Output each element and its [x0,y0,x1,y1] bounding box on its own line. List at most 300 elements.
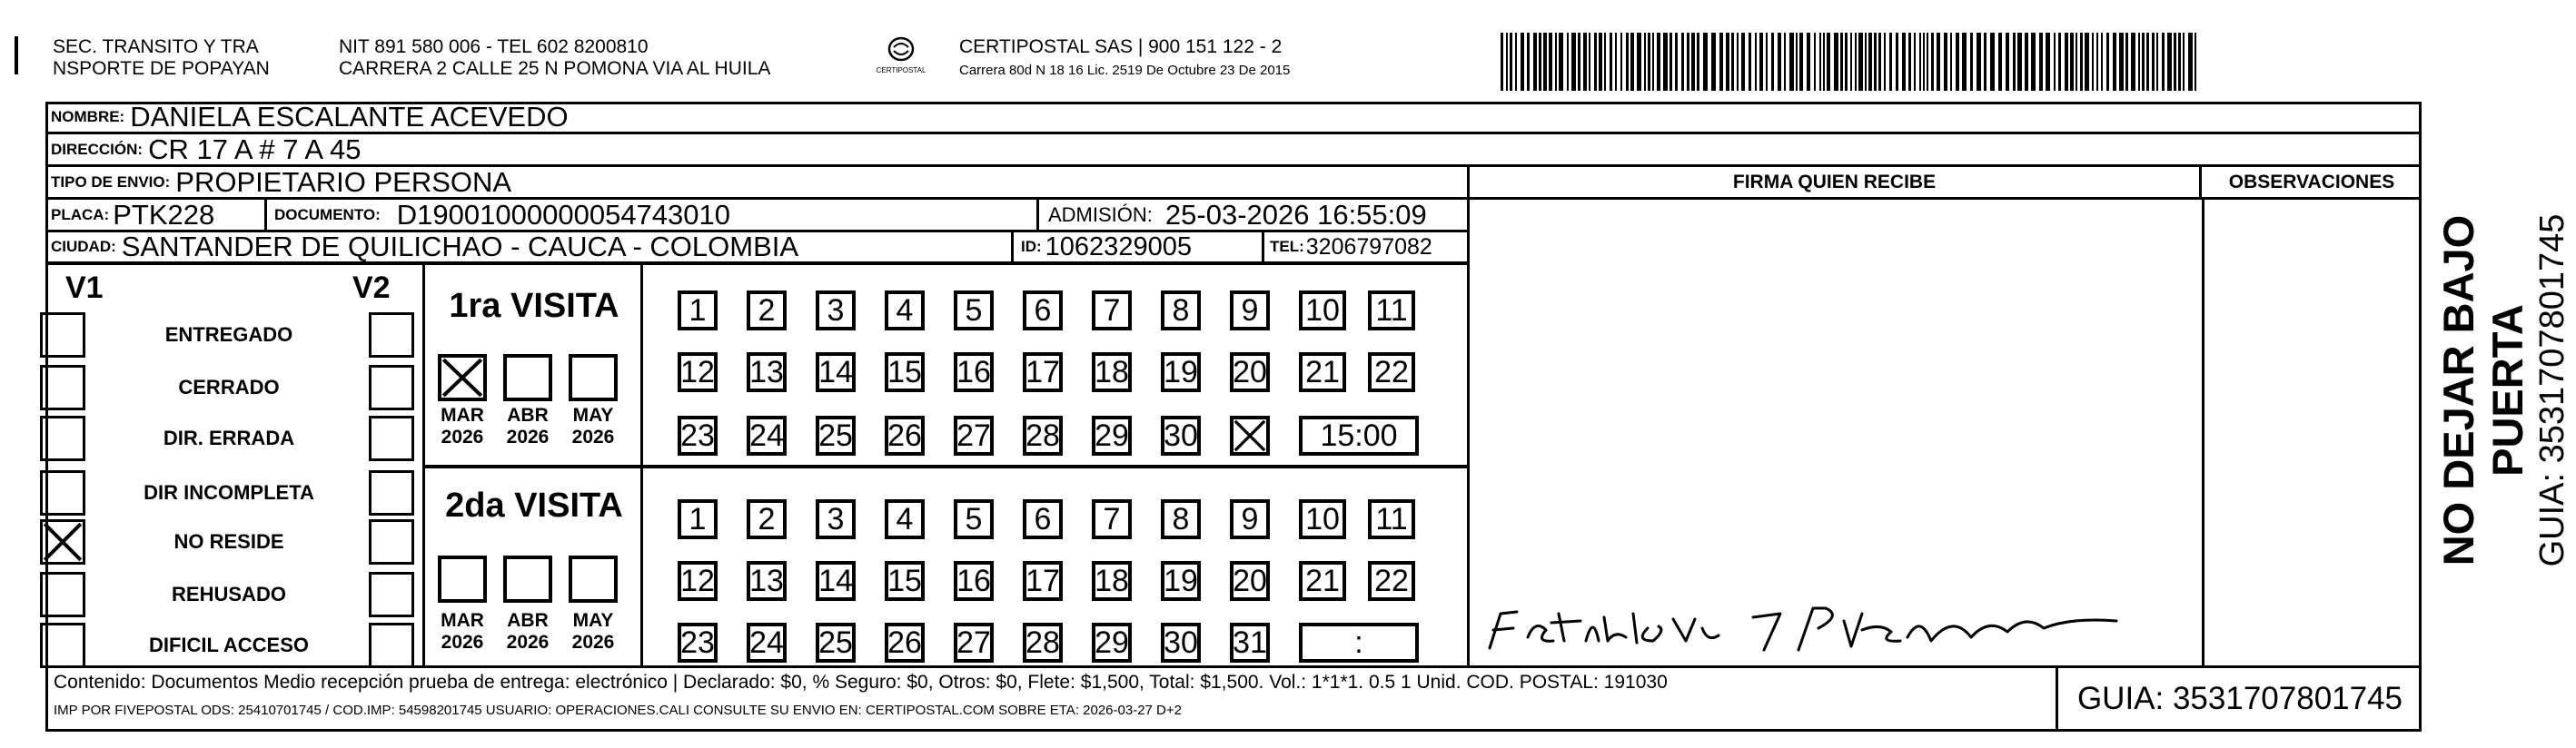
barcode [1501,33,2198,91]
barcode-bar [1799,33,1803,91]
barcode-bar [2013,33,2016,91]
barcode-bar [1927,33,1928,91]
month-year: 2026 [571,427,615,448]
month-label [427,610,498,654]
footer [45,668,2422,732]
day-box[interactable] [747,561,787,601]
barcode-bar [1737,33,1739,91]
day-box[interactable] [1023,499,1063,539]
day-number: 17 [1025,564,1060,598]
day-box[interactable] [1092,416,1132,456]
barcode-bar [1855,33,1857,91]
day-box[interactable] [678,561,718,601]
barcode-bar [2106,33,2109,91]
day-box[interactable] [678,416,718,456]
day-number: 23 [680,418,715,453]
day-number: 6 [1034,502,1052,536]
barcode-bar [1703,33,1708,91]
sender-org-line2: NSPORTE DE POPAYAN [53,58,270,79]
barcode-bar [1796,33,1798,91]
barcode-bar [1691,33,1695,91]
day-box[interactable] [954,352,994,392]
month-label [427,405,498,448]
first-visit-title: 1ra VISITA [449,287,619,325]
day-number: 3 [827,293,845,328]
sender-contact [339,36,770,80]
day-number: 14 [818,564,853,598]
v1-checkbox[interactable] [40,623,85,668]
barcode-bar [2152,33,2155,91]
month-checkbox[interactable] [569,354,618,401]
month-label [558,405,629,448]
day-box[interactable] [885,561,925,601]
day-box[interactable] [1092,499,1132,539]
day-box[interactable] [885,352,925,392]
status-reason-label: DIFICIL ACCESO [148,634,309,656]
status-reason-label: REHUSADO [172,583,286,605]
side-notice [2434,136,2571,645]
day-number: 16 [956,564,991,598]
day-box[interactable] [1023,561,1063,601]
day-number: 1 [689,293,707,328]
day-box[interactable] [1023,623,1063,663]
barcode-bar [1726,33,1729,91]
day-box[interactable] [885,416,925,456]
month-checkbox[interactable] [438,556,487,603]
month-name: MAR [441,610,484,631]
tel-label: TEL: [1270,238,1304,255]
barcode-bar [1506,33,1508,91]
day-number: 28 [1025,625,1060,660]
barcode-bar [1766,33,1768,91]
v1-checkbox[interactable] [40,470,85,516]
barcode-bar [1657,33,1660,91]
day-box[interactable] [816,561,856,601]
day-number: 22 [1374,564,1409,598]
day-box[interactable] [1299,499,1346,539]
barcode-bar [1819,33,1821,91]
day-number: 25 [818,418,853,453]
day-box[interactable] [678,623,718,663]
month-label [492,610,563,654]
barcode-bar [1589,33,1590,91]
certipostal-logo-icon [877,33,926,80]
barcode-bar [2025,33,2028,91]
x-mark-icon [441,358,483,398]
barcode-bar [1648,33,1650,91]
day-number: 29 [1095,625,1129,660]
day-number: 9 [1241,502,1259,536]
day-number: 10 [1305,502,1340,536]
barcode-bar [1814,33,1816,91]
day-box[interactable] [1092,352,1132,392]
day-box[interactable] [885,290,925,330]
barcode-bar [1902,33,1906,91]
day-box[interactable] [885,499,925,539]
first-visit-months [425,265,643,465]
v1-checkbox[interactable] [40,572,85,617]
barcode-bar [2188,33,2193,91]
day-number: 13 [749,355,784,389]
barcode-bar [1823,33,1825,91]
barcode-bar [2138,33,2140,91]
barcode-bar [1599,33,1602,91]
second-visit-months [425,468,643,668]
v2-checkbox[interactable] [369,623,414,668]
day-number: 7 [1103,502,1121,536]
v1-checkbox[interactable] [40,416,85,461]
day-box[interactable] [1230,623,1270,663]
v2-checkbox[interactable] [369,572,414,617]
second-visit-time[interactable] [1299,623,1419,663]
status-reason-label: ENTREGADO [164,323,293,346]
barcode-bar [1850,33,1852,91]
nombre-label: NOMBRE: [51,107,125,125]
barcode-bar [1501,33,1503,91]
v1-checkbox[interactable] [40,365,85,410]
barcode-bar [1637,33,1641,91]
day-number: 20 [1233,355,1267,389]
x-mark-icon [43,522,83,562]
day-number: 31 [1233,625,1267,660]
barcode-bar [2070,33,2074,91]
day-box[interactable] [885,623,925,663]
day-box[interactable] [1299,561,1346,601]
day-box[interactable] [1092,561,1132,601]
day-box[interactable] [747,290,787,330]
day-box[interactable] [1161,352,1201,392]
barcode-bar [2125,33,2128,91]
month-year: 2026 [441,632,484,653]
barcode-bar [1741,33,1745,91]
svg-text:CERTIPOSTAL: CERTIPOSTAL [877,66,926,74]
barcode-bar [1515,33,1517,91]
day-box[interactable] [1092,290,1132,330]
day-number: 19 [1164,564,1198,598]
day-number: 12 [680,564,715,598]
day-box[interactable] [1230,561,1270,601]
day-box[interactable] [1368,561,1415,601]
nombre-row [47,102,2422,134]
barcode-bar [2085,33,2089,91]
v2-checkbox[interactable] [369,312,414,358]
barcode-bar [1789,33,1794,91]
nombre-value: DANIELA ESCALANTE ACEVEDO [130,100,569,133]
firma-header-label: FIRMA QUIEN RECIBE [1732,171,1937,192]
day-box[interactable] [678,352,718,392]
barcode-bar [1583,33,1587,91]
month-label [492,405,563,448]
day-number: 1 [689,502,707,536]
barcode-bar [2046,33,2050,91]
day-box[interactable] [816,290,856,330]
barcode-bar [1675,33,1678,91]
month-name: MAR [441,405,484,426]
day-box[interactable] [1161,416,1201,456]
v2-checkbox[interactable] [369,519,414,565]
barcode-bar [1784,33,1786,91]
barcode-bar [2054,33,2056,91]
barcode-bar [1998,33,2002,91]
day-box[interactable] [954,499,994,539]
day-number: 8 [1172,502,1190,536]
barcode-bar [2080,33,2083,91]
day-box[interactable] [954,416,994,456]
barcode-bar [1778,33,1781,91]
day-box[interactable] [1368,352,1415,392]
day-box[interactable] [1023,416,1063,456]
v2-checkbox[interactable] [369,416,414,461]
barcode-bar [1711,33,1716,91]
day-number: 18 [1095,564,1129,598]
day-number: 18 [1095,355,1129,389]
barcode-bar [1630,33,1634,91]
barcode-bar [1571,33,1576,91]
day-number: 30 [1164,625,1198,660]
barcode-bar [1610,33,1612,91]
barcode-bar [1771,33,1774,91]
status-reason-label: DIR. ERRADA [163,427,295,449]
month-checkbox[interactable] [503,556,552,603]
documento-value: D19001000000054743010 [396,198,730,231]
day-box[interactable] [1299,352,1346,392]
day-box[interactable] [747,499,787,539]
v2-label: V2 [352,271,391,305]
day-box[interactable] [678,499,718,539]
barcode-bar [1604,33,1606,91]
status-section [47,265,425,668]
barcode-bar [1549,33,1552,91]
barcode-bar [2076,33,2077,91]
month-name: MAY [572,405,614,426]
day-box[interactable] [747,623,787,663]
day-number: 11 [1375,293,1408,328]
barcode-bar [1807,33,1810,91]
documento-label: DOCUMENTO: [274,205,381,223]
day-box[interactable] [1023,290,1063,330]
day-number: 21 [1305,355,1340,389]
month-name: MAY [572,610,614,631]
ciudad-label: CIUDAD: [51,238,116,255]
x-mark-icon [1234,419,1266,452]
barcode-bar [1889,33,1892,91]
barcode-bar [1559,33,1563,91]
tel-value: 3206797082 [1305,233,1432,260]
v1-checkbox[interactable] [40,519,85,565]
barcode-bar [1759,33,1763,91]
day-number: 26 [887,625,922,660]
barcode-bar [2101,33,2103,91]
barcode-bar [2096,33,2098,91]
barcode-bar [1950,33,1952,91]
placa-value: PTK228 [113,198,215,231]
month-year: 2026 [441,427,484,448]
barcode-bar [1652,33,1654,91]
day-box[interactable] [954,290,994,330]
day-box[interactable] [747,416,787,456]
day-number: 28 [1025,418,1060,453]
day-box[interactable] [954,623,994,663]
barcode-bar [1533,33,1537,91]
day-box[interactable] [1230,290,1270,330]
barcode-bar [1749,33,1751,91]
month-name: ABR [507,405,549,426]
id-value: 1062329005 [1045,231,1192,261]
day-box[interactable] [1230,416,1270,456]
second-visit-title: 2da VISITA [445,487,623,525]
v2-checkbox[interactable] [369,365,414,410]
barcode-bar [2146,33,2149,91]
admision-value: 25-03-2026 16:55:09 [1164,198,1427,231]
barcode-bar [1944,33,1947,91]
barcode-bar [1970,33,1973,91]
time-value: : [1354,625,1363,660]
status-reason-label: CERRADO [178,376,280,399]
month-year: 2026 [506,632,550,653]
barcode-bar [1669,33,1672,91]
month-name: ABR [507,610,549,631]
day-box[interactable] [678,290,718,330]
status-reason-label: NO RESIDE [173,530,284,553]
barcode-bar [2058,33,2061,91]
day-box[interactable] [747,352,787,392]
barcode-bar [1919,33,1921,91]
day-number: 24 [749,625,784,660]
barcode-bar [1663,33,1668,91]
side-warning: NO DEJAR BAJO PUERTA [2434,214,2531,566]
barcode-bar [1878,33,1881,91]
barcode-bar [1521,33,1524,91]
barcode-bar [1931,33,1934,91]
day-number: 12 [680,355,715,389]
footer-content: Contenido: Documentos Medio recepción prueba de entrega: electrónico | Declarado: $0, % Seguro: $0, Otros: $0, Flete: $1,500, Total: $1,500. Vol.: 1*1*1. 0.5 1 Unid. COD. POSTAL: 191030 [54,672,1668,693]
barcode-bar [1923,33,1925,91]
barcode-bar [1865,33,1867,91]
day-number: 10 [1305,293,1340,328]
day-box[interactable] [816,416,856,456]
ciudad-value: SANTANDER DE QUILICHAO - CAUCA - COLOMBIA [121,231,799,262]
first-visit-time[interactable] [1299,416,1419,456]
barcode-bar [1977,33,1981,91]
barcode-bar [2039,33,2043,91]
firma-header [1470,167,2202,200]
recipient-signature [1481,577,2189,664]
barcode-bar [1555,33,1557,91]
day-number: 15 [887,564,922,598]
barcode-bar [1827,33,1830,91]
barcode-bar [2031,33,2036,91]
barcode-bar [1510,33,1512,91]
barcode-bar [2142,33,2145,91]
barcode-bar [1567,33,1569,91]
barcode-bar [1539,33,1541,91]
second-visit-days [643,468,1470,668]
barcode-bar [2174,33,2176,91]
barcode-bar [2195,33,2196,91]
day-number: 4 [896,293,914,328]
margin-mark [15,36,18,74]
barcode-bar [1834,33,1838,91]
time-value: 15:00 [1320,418,1398,453]
barcode-bar [1644,33,1646,91]
day-number: 26 [887,418,922,453]
sender-org [53,36,270,80]
barcode-bar [1874,33,1877,91]
barcode-bar [2162,33,2165,91]
day-box[interactable] [1368,290,1415,330]
barcode-bar [1914,33,1916,91]
day-box[interactable] [816,623,856,663]
barcode-bar [1620,33,1622,91]
tipo-envio-label: TIPO DE ENVIO: [51,172,171,191]
side-guia: GUIA: 3531707801745 [2533,213,2571,567]
month-checkbox[interactable] [569,556,618,603]
day-number: 7 [1103,293,1121,328]
month-checkbox[interactable] [438,354,487,401]
barcode-bar [1594,33,1597,91]
carrier-name: CERTIPOSTAL SAS | 900 151 122 - 2 [959,36,1283,57]
barcode-bar [1858,33,1863,91]
day-number: 2 [758,502,776,536]
day-box[interactable] [1161,290,1201,330]
observaciones-header [2202,167,2422,200]
barcode-bar [1687,33,1689,91]
month-checkbox[interactable] [503,354,552,401]
v2-checkbox[interactable] [369,470,414,516]
barcode-bar [2183,33,2185,91]
day-number: 16 [956,355,991,389]
barcode-bar [1868,33,1872,91]
barcode-bar [1845,33,1848,91]
day-box[interactable] [1092,623,1132,663]
day-number: 14 [818,355,853,389]
sender-address: CARRERA 2 CALLE 25 N POMONA VIA AL HUILA [339,58,771,79]
day-box[interactable] [1161,561,1201,601]
day-box[interactable] [1161,623,1201,663]
day-number: 24 [749,418,784,453]
barcode-bar [1908,33,1911,91]
placa-label: PLACA: [51,205,110,223]
first-visit-days [643,265,1470,465]
barcode-bar [2092,33,2094,91]
day-number: 13 [749,564,784,598]
sender-org-line1: SEC. TRANSITO Y TRA [53,36,259,57]
v1-checkbox[interactable] [40,312,85,358]
barcode-bar [1719,33,1723,91]
day-number: 19 [1164,355,1198,389]
barcode-bar [2065,33,2068,91]
day-box[interactable] [1161,499,1201,539]
id-label: ID: [1021,238,1042,255]
sender-nit: NIT 891 580 006 - TEL 602 8200810 [339,36,649,57]
day-box[interactable] [1368,499,1415,539]
barcode-bar [1615,33,1617,91]
day-number: 27 [956,625,991,660]
day-box[interactable] [1299,290,1346,330]
day-number: 21 [1305,564,1340,598]
barcode-bar [1697,33,1699,91]
day-number: 8 [1172,293,1190,328]
day-box[interactable] [816,352,856,392]
day-box[interactable] [954,561,994,601]
carrier-license: Carrera 80d N 18 16 Lic. 2519 De Octubre 23 De 2015 [959,63,1291,78]
day-box[interactable] [1230,499,1270,539]
day-box[interactable] [816,499,856,539]
day-box[interactable] [1023,352,1063,392]
direccion-value: CR 17 A # 7 A 45 [148,133,362,165]
barcode-bar [1840,33,1843,91]
day-box[interactable] [1230,352,1270,392]
